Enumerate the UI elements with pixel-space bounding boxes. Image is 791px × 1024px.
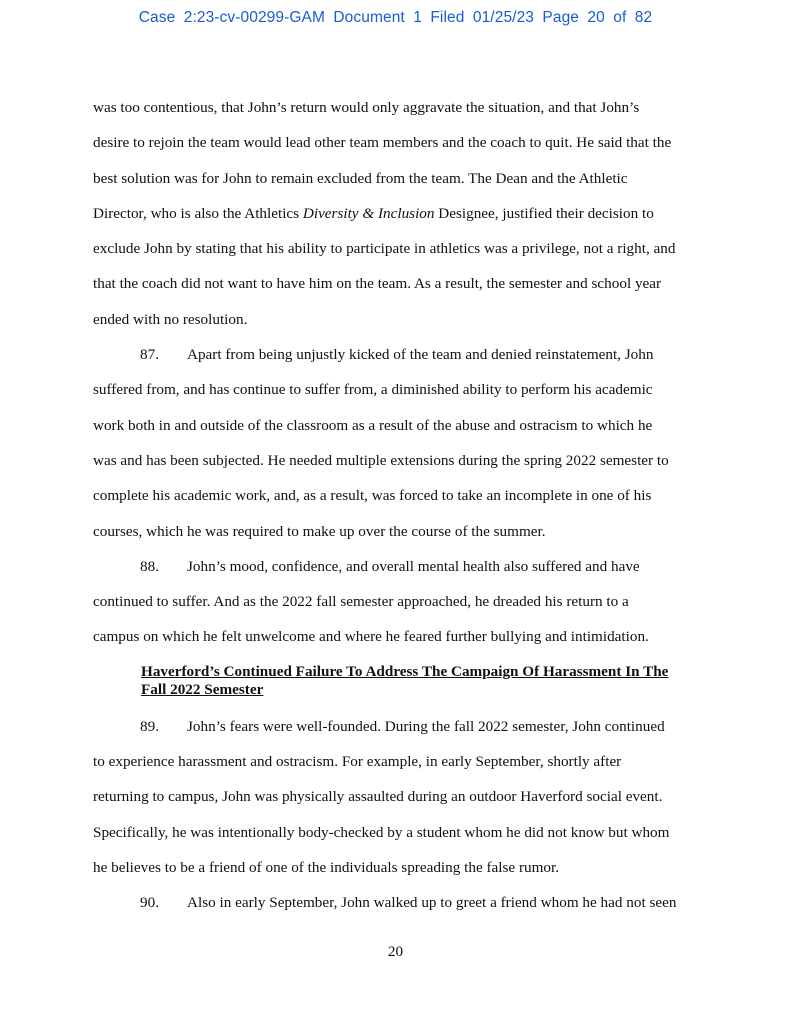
continuation-paragraph: [93, 90, 705, 337]
text-line: suffered from, and has continue to suffer from, a diminished ability to perform his academic: [93, 381, 653, 399]
text-line: complete his academic work, and, as a result, was forced to take an incomplete in one of his: [93, 487, 652, 505]
section-heading: [141, 663, 701, 699]
document-body: [93, 90, 705, 921]
text-line: work both in and outside of the classroom as a result of the abuse and ostracism to which he: [93, 416, 653, 434]
text-line: Director, who is also the Athletics: [93, 204, 303, 222]
italic-phrase: Diversity & Inclusion: [302, 204, 435, 222]
paragraph-number: 88.: [140, 557, 159, 575]
paragraph-number: 90.: [140, 894, 159, 912]
paragraph-90: [93, 885, 705, 920]
paragraph-number: 87.: [140, 346, 159, 364]
paragraph-87: [93, 337, 705, 549]
text-line: that the coach did not want to have him on the team. As a result, the semester and school year: [93, 275, 662, 293]
text-line: continued to suffer. And as the 2022 fall semester approached, he dreaded his return to a: [93, 593, 629, 611]
ecf-case-header: Case 2:23-cv-00299-GAM Document 1 Filed 01/25/23 Page 20 of 82: [138, 9, 653, 26]
text-line: Apart from being unjustly kicked of the team and denied reinstatement, John: [187, 346, 654, 364]
text-line: ended with no resolution.: [93, 310, 248, 328]
paragraph-89: [93, 709, 705, 885]
text-line: desire to rejoin the team would lead other team members and the coach to quit. He said that the: [93, 134, 672, 152]
text-line: he believes to be a friend of one of the individuals spreading the false rumor.: [93, 858, 560, 876]
text-line: to experience harassment and ostracism. For example, in early September, shortly after: [93, 753, 622, 771]
text-line: campus on which he felt unwelcome and where he feared further bullying and intimidation.: [93, 628, 649, 646]
text-line: was too contentious, that John’s return would only aggravate the situation, and that John’s: [93, 99, 640, 116]
text-line: was and has been subjected. He needed multiple extensions during the spring 2022 semester to: [93, 451, 669, 469]
text-line: John’s mood, confidence, and overall mental health also suffered and have: [187, 557, 640, 575]
text-line: best solution was for John to remain excluded from the team. The Dean and the Athletic: [93, 169, 628, 187]
text-line: courses, which he was required to make up over the course of the summer.: [93, 522, 546, 540]
text-line: Also in early September, John walked up to greet a friend whom he had not seen: [187, 894, 677, 912]
text-line: Specifically, he was intentionally body-checked by a student whom he did not know but whom: [93, 823, 670, 841]
page-number: 20: [387, 943, 404, 960]
heading-line: Haverford’s Continued Failure To Address The Campaign Of Harassment In The: [141, 662, 669, 680]
text-line: exclude John by stating that his ability to participate in athletics was a privilege, not a right, and: [93, 240, 676, 258]
heading-line: Fall 2022 Semester: [141, 680, 264, 698]
paragraph-88: [93, 549, 705, 655]
paragraph-number: 89.: [140, 717, 159, 735]
text-line: returning to campus, John was physically assaulted during an outdoor Haverford social event.: [93, 788, 663, 806]
text-line: Designee, justified their decision to: [434, 204, 654, 222]
text-line: John’s fears were well-founded. During the fall 2022 semester, John continued: [187, 717, 665, 735]
